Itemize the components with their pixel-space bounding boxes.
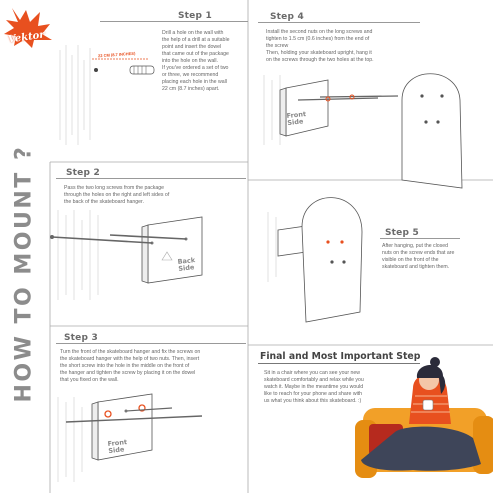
step-4-hanger-label: Front Side [286, 110, 307, 127]
step-2-hanger-label: Back Side [177, 256, 196, 273]
step-4-underline [258, 22, 420, 23]
page-title: HOW TO MOUNT ? [11, 144, 37, 403]
woman-on-sofa-illustration [355, 360, 493, 490]
final-step-text: Sit in a chair where you can see your new skateboard comfortably and relax while you watch it. Maybe in the meantime you would like to reach for your phone and share with us what you think about this skateboard. :) [264, 370, 364, 404]
step-3-hanger-label: Front Side [107, 438, 128, 455]
step-1-text: Drill a hole on the wall with the help of a drill at a suitable point and insert the dowel that came out of the package into the hole on the wall. If you've ordered a set of two or three, we recommend placing each hole in the wall 22 cm (8.7 inches) apart. [162, 30, 230, 92]
step-4-illustration [258, 70, 478, 200]
step-5-text: After hanging, put the closed nuts on the screw ends that are visible on the front of the skateboard and tighten them. [382, 243, 455, 270]
mug-icon [423, 400, 433, 410]
step-5-illustration [262, 192, 382, 327]
skateboard-icon [402, 74, 462, 188]
step-5-title: Step 5 [385, 228, 419, 238]
step-2-illustration [52, 205, 247, 305]
step-2-title: Step 2 [66, 168, 100, 178]
step-3-text: Turn the front of the skateboard hanger and fix the screws on the skateboard hanger with the help of two nuts. Then, insert the short screw into the hole in the middle on the front of the hanger and tighten the screw by placing it on the dowel that you fixed on the wall. [60, 349, 201, 383]
skateboard-icon [302, 198, 362, 322]
step-1-underline [100, 21, 248, 22]
step-4-text: Install the second nuts on the long screws and tighten to 1.5 cm (0.6 inches) from the end of the screw Then, holding your skateboard upright, hang it on the screws through the two holes at the top. [266, 29, 374, 63]
step-1-measure-label: 22 CM (8.7 INCHES) [97, 50, 136, 59]
step-4-title: Step 4 [270, 12, 304, 22]
dowel-icon [130, 66, 154, 74]
step-3-illustration [52, 392, 247, 487]
step-2-underline [56, 178, 246, 179]
logo-text: Vektor [7, 29, 46, 46]
step-3-title: Step 3 [64, 333, 98, 343]
step-2-text: Pass the two long screws from the package through the holes on the right and left sides of the back of the skateboard hanger. [64, 185, 170, 205]
step-1-title: Step 1 [178, 11, 212, 21]
step-3-underline [56, 343, 246, 344]
final-step-title: Final and Most Important Step [260, 351, 421, 362]
step-5-underline [380, 238, 460, 239]
